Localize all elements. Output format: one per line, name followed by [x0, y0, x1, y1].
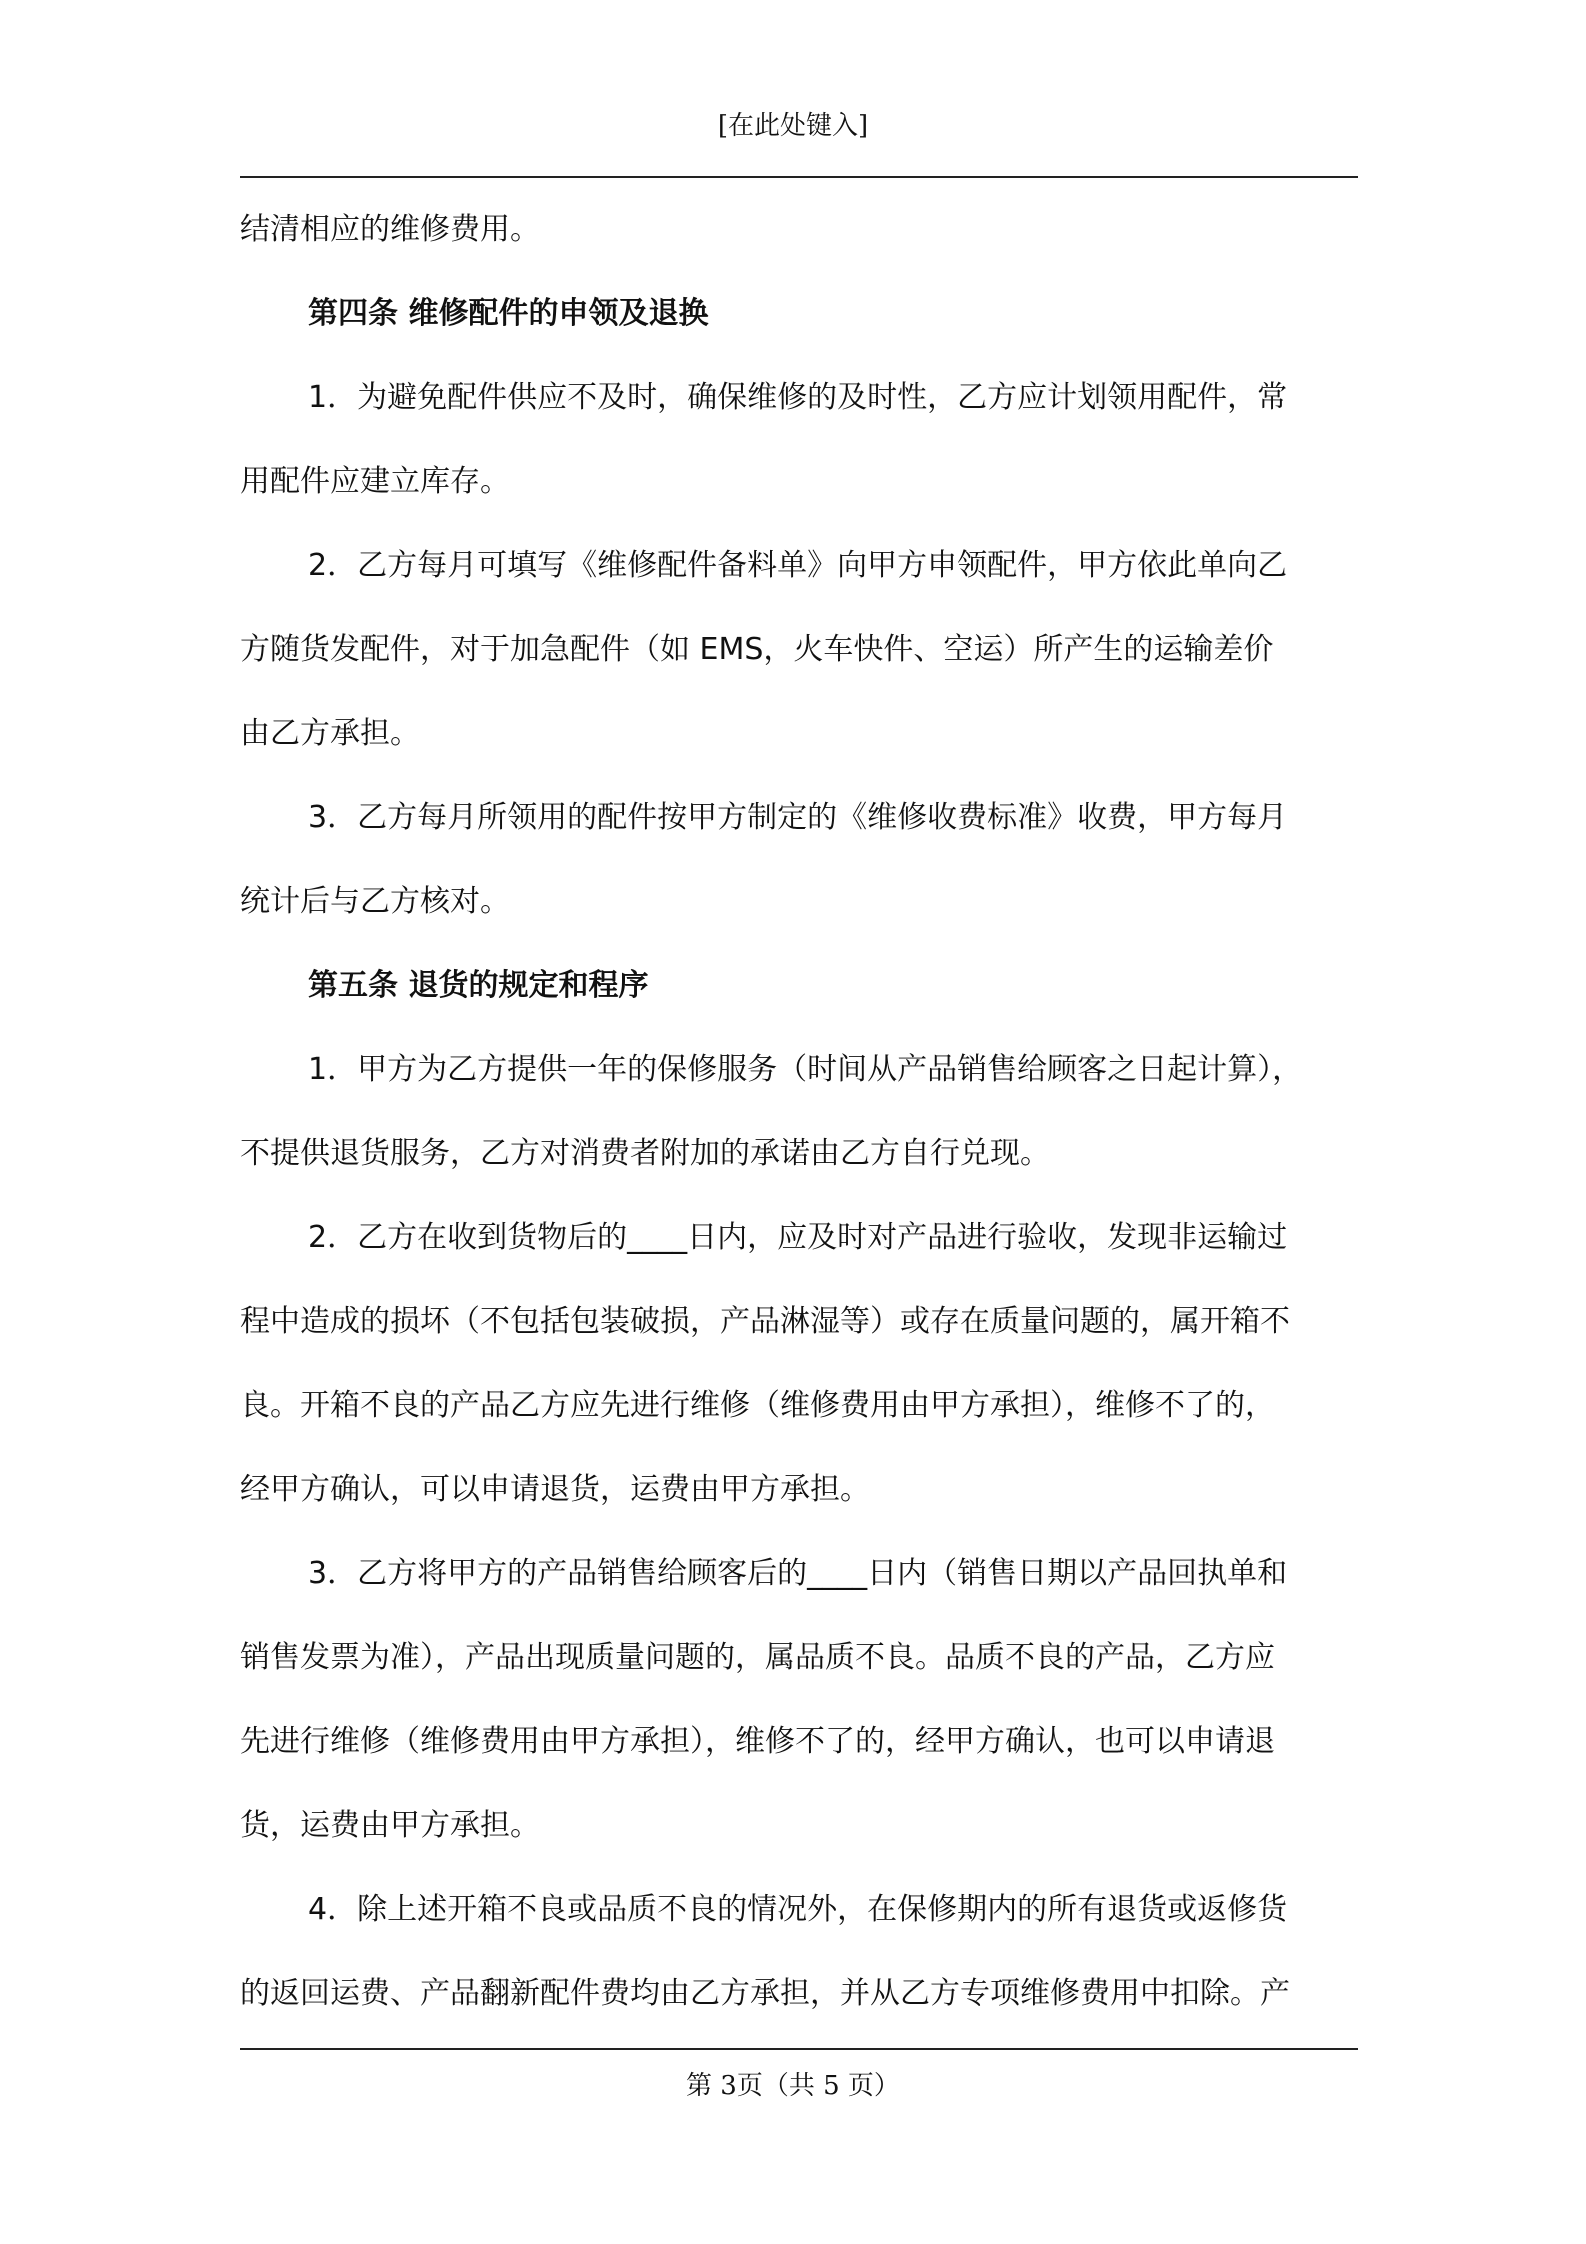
article-heading: 第四条 维修配件的申领及退换: [308, 296, 709, 331]
paragraph-line: 3．乙方将甲方的产品销售给顾客后的____日内（销售日期以产品回执单和: [308, 1556, 1288, 1591]
header-placeholder-text: [在此处键入]: [717, 111, 869, 141]
footer-divider: [240, 2048, 1358, 2050]
paragraph-line: 4．除上述开箱不良或品质不良的情况外，在保修期内的所有退货或返修货: [308, 1892, 1288, 1927]
paragraph-line: 2．乙方在收到货物后的____日内，应及时对产品进行验收，发现非运输过: [308, 1220, 1288, 1255]
paragraph-line: 良。开箱不良的产品乙方应先进行维修（维修费用由甲方承担），维修不了的，: [240, 1388, 1275, 1423]
article-heading: 第五条 退货的规定和程序: [308, 968, 649, 1003]
paragraph-line: 用配件应建立库存。: [240, 464, 510, 499]
paragraph-line: 1．甲方为乙方提供一年的保修服务（时间从产品销售给顾客之日起计算），: [308, 1052, 1303, 1087]
paragraph-line: 经甲方确认，可以申请退货，运费由甲方承担。: [240, 1472, 870, 1507]
paragraph-line: 的返回运费、产品翻新配件费均由乙方承担，并从乙方专项维修费用中扣除。产: [240, 1976, 1290, 2011]
paragraph-line: 方随货发配件，对于加急配件（如 EMS，火车快件、空运）所产生的运输差价: [240, 632, 1274, 667]
paragraph-line: 结清相应的维修费用。: [240, 212, 540, 247]
paragraph-line: 销售发票为准），产品出现质量问题的，属品质不良。品质不良的产品，乙方应: [240, 1640, 1275, 1675]
paragraph-line: 程中造成的损坏（不包括包装破损，产品淋湿等）或存在质量问题的，属开箱不: [240, 1304, 1290, 1339]
paragraph-line: 1．为避免配件供应不及时，确保维修的及时性，乙方应计划领用配件，常: [308, 380, 1288, 415]
paragraph-line: 不提供退货服务，乙方对消费者附加的承诺由乙方自行兑现。: [240, 1136, 1050, 1171]
paragraph-line: 2．乙方每月可填写《维修配件备料单》向甲方申领配件，甲方依此单向乙: [308, 548, 1288, 583]
paragraph-line: 由乙方承担。: [240, 716, 420, 751]
paragraph-line: 货，运费由甲方承担。: [240, 1808, 540, 1843]
header-divider: [240, 176, 1358, 178]
paragraph-line: 先进行维修（维修费用由甲方承担），维修不了的，经甲方确认，也可以申请退: [240, 1724, 1275, 1759]
paragraph-line: 3．乙方每月所领用的配件按甲方制定的《维修收费标准》收费，甲方每月: [308, 800, 1288, 835]
paragraph-line: 统计后与乙方核对。: [240, 884, 510, 919]
page-number: 第 3页（共 5 页）: [686, 2071, 900, 2101]
